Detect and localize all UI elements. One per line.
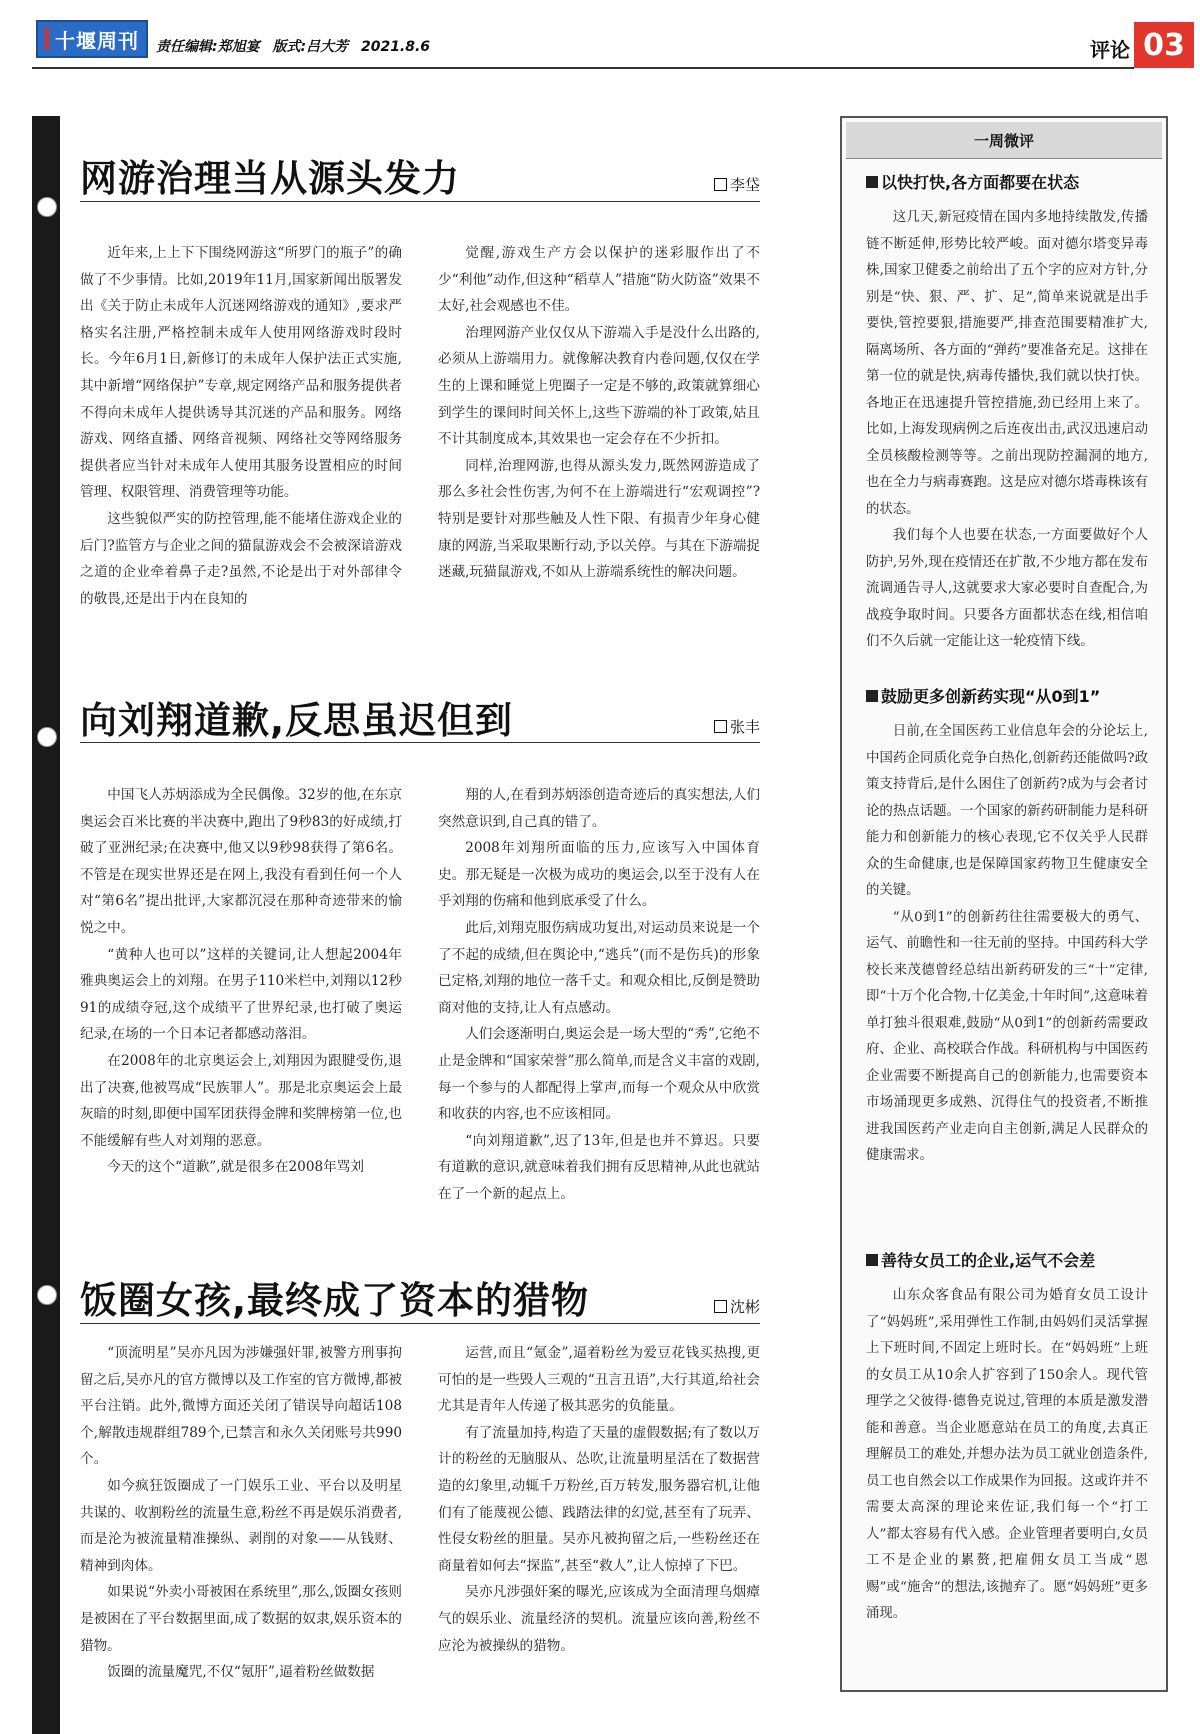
bullet-icon <box>37 197 57 217</box>
paragraph: 有了流量加持,构造了天量的虚假数据;有了数以万计的粉丝的无脑服从、怂吹,让流量明星活在了数据营造的幻象里,动辄千万粉丝,百万转发,服务器宕机,让他们有了能蔑视公德、践踏法律的幻觉,甚至有了玩弄、性侵女粉丝的胆量。吴亦凡被拘留之后,一些粉丝还在商量着如何去“探监”,甚至“救人”,让人惊掉了下巴。 <box>438 1424 760 1574</box>
article-author: 李垈 <box>714 174 760 195</box>
article-title: 向刘翔道歉,反思虽迟但到 <box>80 699 514 742</box>
bullet-icon <box>37 727 57 747</box>
bullet-icon <box>37 1285 57 1305</box>
column-left <box>80 782 402 1208</box>
title-rule <box>80 1323 760 1324</box>
editor-credit: 责任编辑:郑旭宴 <box>156 39 260 55</box>
title-rule <box>80 742 760 743</box>
sidebar-item-title: 以快打快,各方面都要在状态 <box>866 170 1148 193</box>
section-label: 评论 <box>1090 38 1130 62</box>
layout-credit: 版式:吕大芳 <box>272 39 349 55</box>
paragraph: “从0到1”的创新药往往需要极大的勇气、运气、前瞻性和一往无前的坚持。中国药科大学校长来茂德曾经总结出新药研发的三“十”定律,即“十万个化合物,十亿美金,十年时间”,这意味着单打独斗很艰难,鼓励“从0到1”的创新药需要政府、企业、高校联合作战。科研机构与中国医药企业需要不断提高自己的创新能力,也需要资本市场涌现更多成熟、沉得住气的投资者,不断推进我国医药产业走向自主创新,满足人民群众的健康需求。 <box>866 909 1148 1163</box>
article-title: 网游治理当从源头发力 <box>80 157 460 200</box>
paragraph: 日前,在全国医药工业信息年会的分论坛上,中国药企同质化竞争白热化,创新药还能做吗?政策支持背后,是什么困住了创新药?成为与会者讨论的热点话题。一个国家的新药研制能力是科研能力和创新能力的核心表现,它不仅关乎人民群众的生命健康,也是保障国家药物卫生健康安全的关键。 <box>866 724 1148 898</box>
masthead-logo <box>36 20 148 58</box>
article-liu-xiang <box>80 690 760 1220</box>
paragraph: “顶流明星”吴亦凡因为涉嫌强奸罪,被警方刑事拘留之后,吴亦凡的官方微博以及工作室的官方微博,都被平台注销。此外,微博方面还关闭了错误导向超话108个,解散违规群组789个,已禁言和永久关闭账号共990个。 <box>80 1345 402 1468</box>
page-number: 03 <box>1134 22 1194 68</box>
sidebar-item-innovative-drugs <box>866 684 1148 1170</box>
paragraph: 治理网游产业仅仅从下游端入手是没什么出路的,必须从上游端用力。就像解决教育内卷问题,仅仅在学生的上课和睡觉上兜圈子一定是不够的,政策就算细心到学生的课间时间关怀上,这些下游端的补丁政策,姑且不计其制度成本,其效果也一定会存在不少折扣。 <box>438 324 760 448</box>
article-title: 饭圈女孩,最终成了资本的猎物 <box>80 1279 590 1322</box>
paragraph: 人们会逐渐明白,奥运会是一场大型的“秀”,它绝不止是金牌和“国家荣誉”那么简单,而是含义丰富的戏剧,每一个参与的人都配得上掌声,而每一个观众从中欣赏和收获的内容,也不应该相同。 <box>438 1026 760 1123</box>
sidebar-item-female-employees <box>866 1248 1148 1628</box>
title-rule <box>80 201 760 202</box>
paragraph: 中国飞人苏炳添成为全民偶像。32岁的他,在东京奥运会百米比赛的半决赛中,跑出了9秒83的好成绩,打破了亚洲纪录;在决赛中,他又以9秒98获得了第6名。不管是在现实世界还是在网上,我没有看到任何一个人对“第6名”提出批评,大家都沉浸在那种奇迹带来的愉悦之中。 <box>80 787 402 936</box>
paragraph: 今天的这个“道歉”,就是很多在2008年骂刘 <box>107 1159 364 1176</box>
sidebar-item-title: 善待女员工的企业,运气不会差 <box>866 1248 1148 1271</box>
paragraph: 在2008年的北京奥运会上,刘翔因为跟腱受伤,退出了决赛,他被骂成“民族罪人”。那是北京奥运会上最灰暗的时刻,即便中国军团获得金牌和奖牌榜第一位,也不能缓解有些人对刘翔的恶意。 <box>80 1052 402 1149</box>
left-vertical-bar <box>32 116 60 1734</box>
paragraph: “向刘翔道歉”,迟了13年,但是也并不算迟。只要有道歉的意识,就意味着我们拥有反思精神,从此也就站在了一个新的起点上。 <box>438 1132 760 1202</box>
paragraph: 山东众客食品有限公司为婚育女员工设计了“妈妈班”,采用弹性工作制,由妈妈们灵活掌握上下班时间,不固定上班时长。在“妈妈班”上班的女员工从10余人扩容到了150余人。现代管理学之父彼得·德鲁克说过,管理的本质是激发潜能和善意。当企业愿意站在员工的角度,去真正理解员工的难处,并想办法为员工就业创造条件,员工也自然会以工作成果作为回报。这或许并不需要太高深的理论来佐证,我们每一个“打工人”都太容易有代入感。企业管理者要明白,女员工不是企业的累赘,把雇佣女员工当成“恩赐”或“施舍”的想法,该抛弃了。愿“妈妈班”更多涌现。 <box>866 1288 1148 1621</box>
paragraph: 此后,刘翔克服伤病成功复出,对运动员来说是一个了不起的成绩,但在舆论中,“逃兵”(而不是伤兵)的形象已定格,刘翔的地位一落千丈。和观众相比,反倒是赞助商对他的支持,让人有点感动。 <box>438 919 760 1016</box>
article-body <box>80 240 760 612</box>
paragraph: 这几天,新冠疫情在国内多地持续散发,传播链不断延伸,形势比较严峻。面对德尔塔变异毒株,国家卫健委之前给出了五个字的应对方针,分别是“快、狠、严、扩、足”,简单来说就是出手要快,管控要狠,措施要严,排查范围要精准扩大,隔离场所、各方面的“弹药”要准备充足。这排在第一位的就是快,病毒传播快,我们就以快打快。各地正在迅速提升管控措施,劲已经用上来了。比如,上海发现病例之后连夜出击,武汉迅速启动全员核酸检测等等。之前出现防控漏洞的地方,也在全力与病毒赛跑。这是应对德尔塔毒株该有的状态。 <box>866 210 1148 517</box>
article-body <box>80 782 760 1208</box>
credits-line <box>156 36 438 56</box>
paragraph: 吴亦凡涉强奸案的曝光,应该成为全面清理乌烟瘴气的娱乐业、流量经济的契机。流量应该向善,粉丝不应沦为被操纵的猎物。 <box>438 1584 760 1654</box>
paragraph: 饭圈的流量魔咒,不仅“氪肝”,逼着粉丝做数据 <box>107 1664 375 1681</box>
column-right <box>438 240 760 612</box>
paragraph: 翔的人,在看到苏炳添创造奇迹后的真实想法,人们突然意识到,自己真的错了。 <box>438 787 760 830</box>
column-left <box>80 1340 402 1686</box>
sidebar-weekly-comments <box>840 116 1168 1692</box>
issue-date: 2021.8.6 <box>360 39 431 55</box>
paragraph: 如果说“外卖小哥被困在系统里”,那么,饭圈女孩则是被困在了平台数据里面,成了数据的奴隶,娱乐资本的猎物。 <box>80 1584 402 1654</box>
column-right <box>438 782 760 1208</box>
column-right <box>438 1340 760 1686</box>
article-author: 张丰 <box>714 716 760 737</box>
paragraph: 这些貌似严实的防控管理,能不能堵住游戏企业的后门?监管方与企业之间的猫鼠游戏会不会被深谙游戏之道的企业牵着鼻子走?虽然,不论是出于对外部律令的敬畏,还是出于内在良知的 <box>80 510 402 607</box>
sidebar-item-title: 鼓励更多创新药实现“从0到1” <box>866 684 1148 707</box>
column-left <box>80 240 402 612</box>
article-online-games <box>80 148 760 648</box>
sidebar-header: 一周微评 <box>846 122 1162 159</box>
masthead-title: 十堰周刊 <box>55 28 139 53</box>
page-header <box>0 0 1200 96</box>
paragraph: “黄种人也可以”这样的关键词,让人想起2004年雅典奥运会上的刘翔。在男子110米栏中,刘翔以12秒91的成绩夺冠,这个成绩平了世界纪录,也打破了奥运纪录,在场的一个日本记者都感动落泪。 <box>80 946 402 1043</box>
paragraph: 近年来,上上下下围绕网游这“所罗门的瓶子”的确做了不少事情。比如,2019年11月,国家新闻出版署发出《关于防止未成年人沉迷网络游戏的通知》,要求严格实名注册,严格控制未成年人使用网络游戏时段时长。今年6月1日,新修订的未成年人保护法正式实施,其中新增“网络保护”专章,规定网络产品和服务提供者不得向未成年人提供诱导其沉迷的产品和服务。网络游戏、网络直播、网络音视频、网络社交等网络服务提供者应当针对未成年人使用其服务设置相应的时间管理、权限管理、消费管理等功能。 <box>80 245 402 501</box>
paragraph: 同样,治理网游,也得从源头发力,既然网游造成了那么多社会性伤害,为何不在上游端进行“宏观调控”?特别是要针对那些触及人性下限、有损青少年身心健康的网游,当采取果断行动,予以关停。与其在下游端捉迷藏,玩猫鼠游戏,不如从上游端系统性的解决问题。 <box>438 457 760 581</box>
paragraph: 如今疯狂饭圈成了一门娱乐工业、平台以及明星共谋的、收割粉丝的流量生意,粉丝不再是娱乐消费者,而是沦为被流量精准操纵、剥削的对象——从钱财、精神到肉体。 <box>80 1477 402 1574</box>
paragraph: 运营,而且“氪金”,逼着粉丝为爱豆花钱买热搜,更可怕的是一些毁人三观的“丑言丑语”,大行其道,给社会尤其是青年人传递了极其恶劣的负能量。 <box>438 1345 760 1415</box>
paragraph: 2008年刘翔所面临的压力,应该写入中国体育史。那无疑是一次极为成功的奥运会,以至于没有人在乎刘翔的伤痛和他到底承受了什么。 <box>438 840 760 910</box>
masthead-stripe <box>45 28 49 50</box>
article-fan-circle <box>80 1270 760 1730</box>
article-author: 沈彬 <box>714 1296 760 1317</box>
paragraph: 觉醒,游戏生产方会以保护的迷彩服作出了不少“利他”动作,但这种“稻草人”措施“防火防盗”效果不太好,社会观感也不佳。 <box>438 245 760 315</box>
article-body <box>80 1340 760 1686</box>
sidebar-item-epidemic <box>866 170 1148 656</box>
header-rule <box>32 67 1134 69</box>
paragraph: 我们每个人也要在状态,一方面要做好个人防护,另外,现在疫情还在扩散,不少地方都在发布流调通告寻人,这就要求大家必要时自查配合,为战疫争取时间。只要各方面都状态在线,相信咱们不久后就一定能让这一轮疫情下线。 <box>866 528 1148 649</box>
